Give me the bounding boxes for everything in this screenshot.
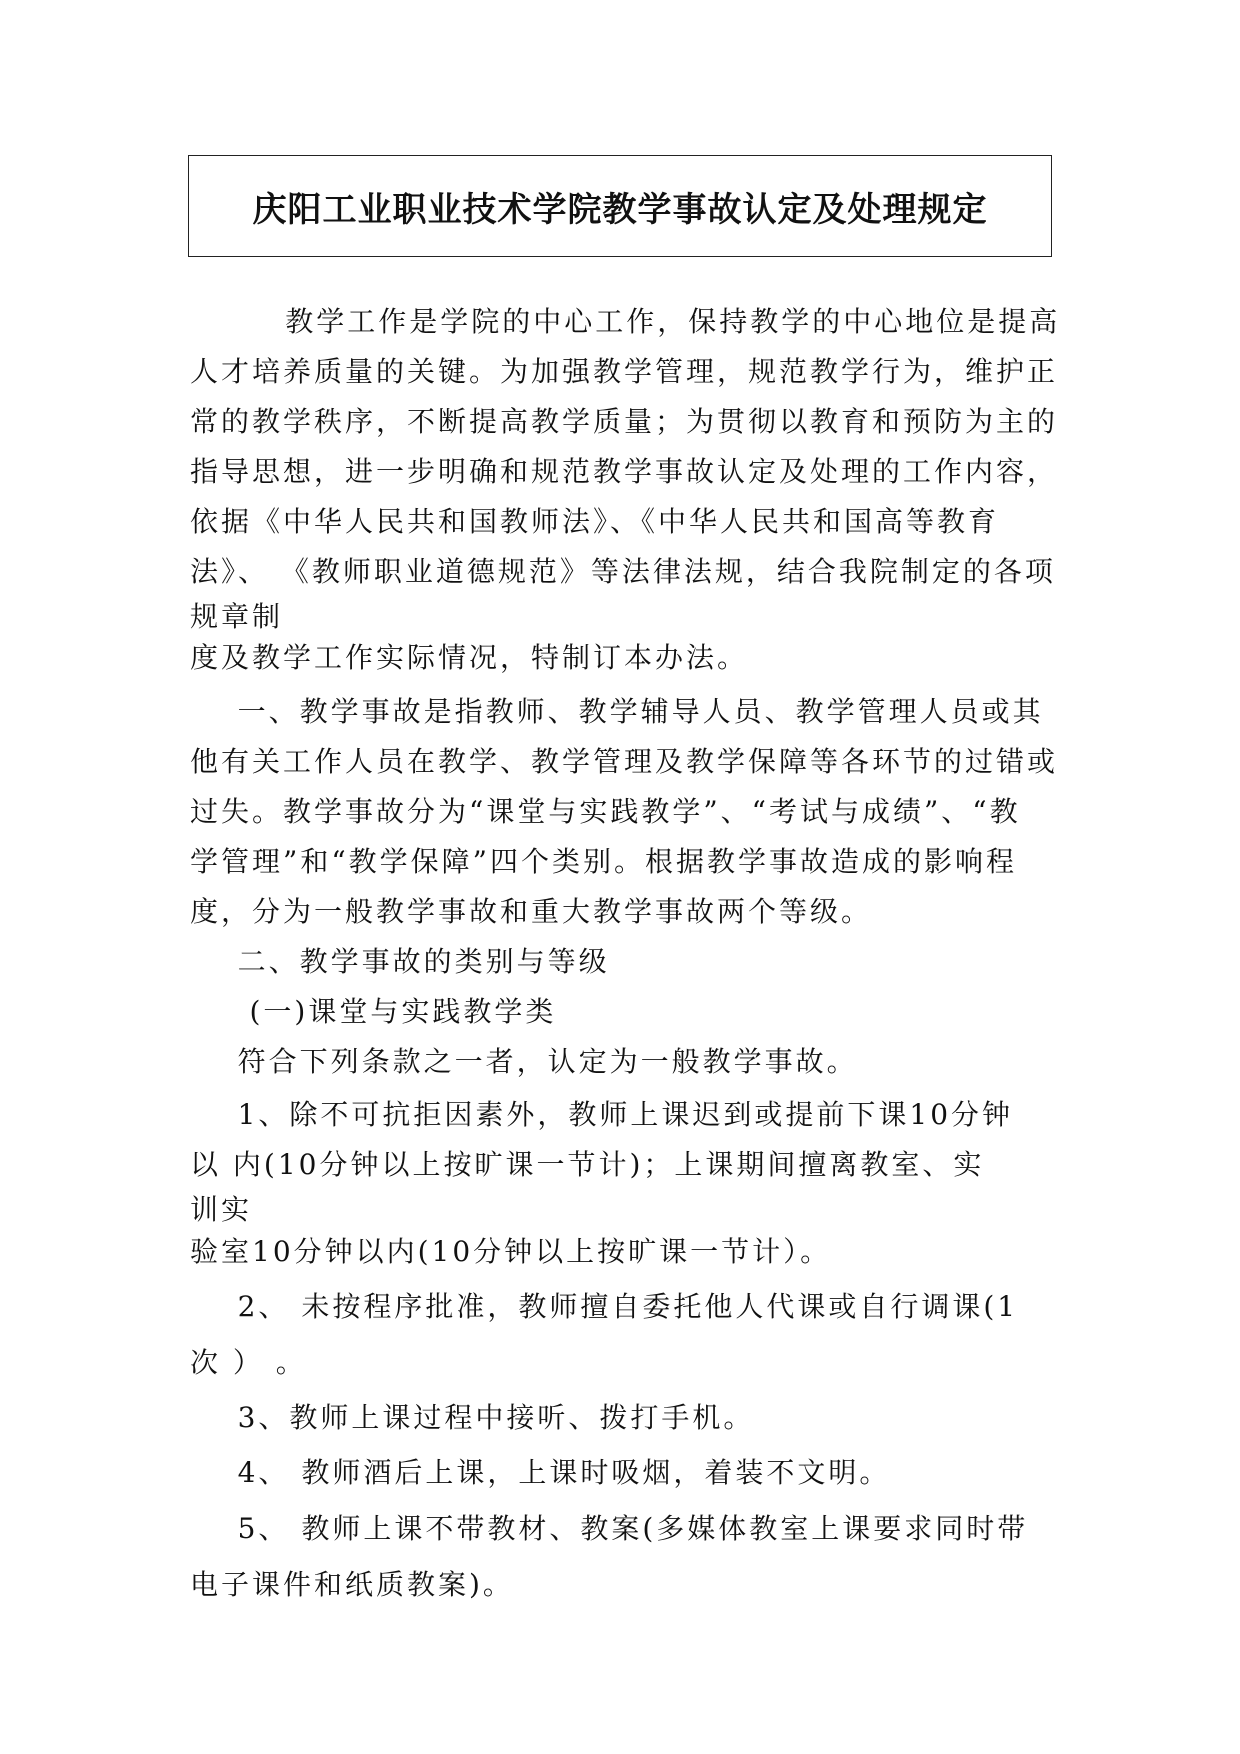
body-line: 指导思想，进一步明确和规范教学事故认定及处理的工作内容， (190, 455, 1059, 488)
body-line: 二、教学事故的类别与等级 (190, 945, 610, 978)
body-line: 训实 (190, 1193, 253, 1226)
body-line: 常的教学秩序，不断提高教学质量；为贯彻以教育和预防为主的 (190, 405, 1059, 438)
body-line: 规章制 (190, 600, 284, 633)
body-line: 次 ） 。 (190, 1346, 307, 1379)
body-line: 他有关工作人员在教学、教学管理及教学保障等各环节的过错或 (190, 745, 1059, 778)
body-line: 1、除不可抗拒因素外，教师上课迟到或提前下课10分钟 (190, 1098, 1014, 1131)
body-line: 电子课件和纸质教案)。 (190, 1568, 514, 1601)
body-line: 5、 教师上课不带教材、教案(多媒体教室上课要求同时带 (190, 1512, 1029, 1545)
body-line: 度及教学工作实际情况，特制订本办法。 (190, 641, 749, 674)
body-line: 验室10分钟以内(10分钟以上按旷课一节计）。 (190, 1235, 832, 1268)
body-line: 过失。教学事故分为“课堂与实践教学”、“考试与成绩”、“教 (190, 795, 1021, 828)
body-line: 法》、 《教师职业道德规范》等法律法规，结合我院制定的各项 (190, 555, 1056, 588)
body-line: 一、教学事故是指教师、教学辅导人员、教学管理人员或其 (190, 695, 1044, 728)
body-line: 教学工作是学院的中心工作，保持教学的中心地位是提高 (190, 305, 1061, 338)
body-line: 符合下列条款之一者，认定为一般教学事故。 (190, 1045, 858, 1078)
title-box (188, 155, 1052, 257)
body-line: (一)课堂与实践教学类 (190, 995, 557, 1028)
body-line: 2、 未按程序批准，教师擅自委托他人代课或自行调课(1 (190, 1290, 1019, 1323)
body-line: 人才培养质量的关键。为加强教学管理，规范教学行为，维护正 (190, 355, 1059, 388)
body-line: 依据《中华人民共和国教师法》、《中华人民共和国高等教育 (190, 505, 1000, 538)
document-title: 庆阳工业职业技术学院教学事故认定及处理规定 (252, 189, 988, 230)
body-line: 4、 教师酒后上课，上课时吸烟，着装不文明。 (190, 1456, 891, 1489)
body-line: 度，分为一般教学事故和重大教学事故两个等级。 (190, 895, 873, 928)
body-line: 3、教师上课过程中接听、拨打手机。 (190, 1401, 755, 1434)
body-line: 以 内(10分钟以上按旷课一节计)；上课期间擅离教室、实 (190, 1148, 985, 1181)
body-line: 学管理”和“教学保障”四个类别。根据教学事故造成的影响程 (190, 845, 1017, 878)
